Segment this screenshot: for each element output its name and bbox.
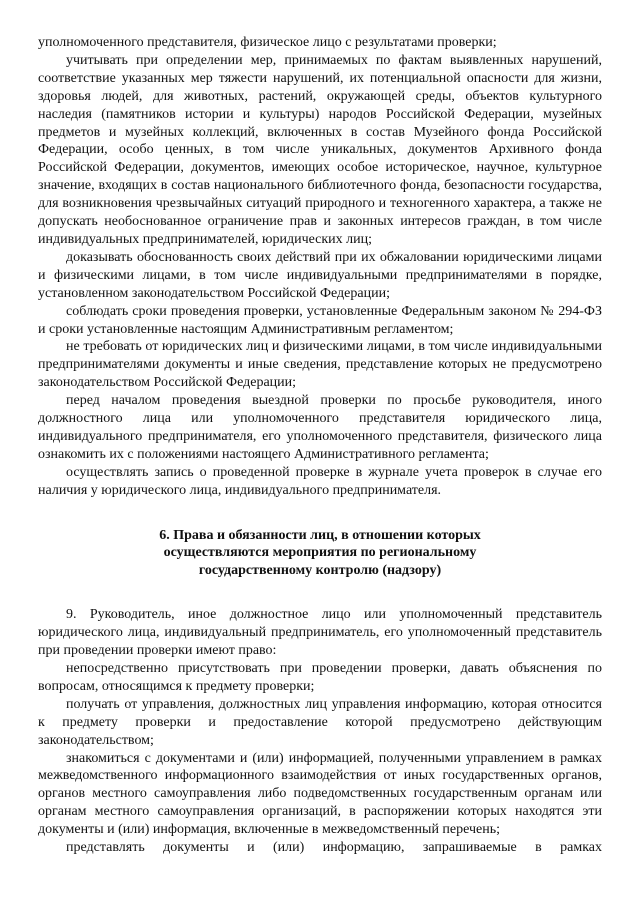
paragraph: перед началом проведения выездной проверки по просьбе руководителя, иного должностного лица или уполномоченного представителя юридического лица, индивидуального предпринимателя, его уполномоченного представителя, физического лица ознакомить их с положениями настоящего Административного регламента; xyxy=(38,393,602,462)
paragraph: осуществлять запись о проведенной проверке в журнале учета проверок в случае его наличия у юридического лица, индивидуального предпринимателя. xyxy=(38,464,602,498)
paragraph: доказывать обоснованность своих действий при их обжаловании юридическими лицами и физическими лицами, в том числе индивидуальными предпринимателями в порядке, установленном законодательством Российской Федерации; xyxy=(38,249,602,301)
section-heading-line: 6. Права и обязанности лиц, в отношении которых xyxy=(159,527,481,543)
section-heading-line: осуществляются мероприятия по региональному xyxy=(163,545,477,561)
section-heading-line: государственному контролю (надзору) xyxy=(198,563,442,579)
paragraph: получать от управления, должностных лиц управления информацию, которая относится к предмету проверки и предоставление которой предусмотрено действующим законодательством; xyxy=(38,696,602,748)
paragraph: соблюдать сроки проведения проверки, установленные Федеральным законом № 294-ФЗ и сроки установленные настоящим Административным регламентом; xyxy=(38,303,602,337)
paragraph: уполномоченного представителя, физическое лицо с результатами проверки; xyxy=(38,35,497,50)
section-heading xyxy=(38,527,602,581)
paragraph: знакомиться с документами и (или) информацией, полученными управлением в рамках межведомственного информационного взаимодействия от иных государственных органов, органов местного самоуправления либо подведомственных государственным органам или органам местного самоуправления организаций, в распоряжении которых находятся эти документы и (или) информация, включенные в межведомственный перечень; xyxy=(38,750,602,838)
paragraph: 9. Руководитель, иное должностное лицо или уполномоченный представитель юридического лица, индивидуальный предприниматель, его уполномоченный представитель при проведении проверки имеют право: xyxy=(38,607,602,659)
document-page xyxy=(38,34,602,857)
paragraph: учитывать при определении мер, принимаемых по фактам выявленных нарушений, соответствие указанных мер тяжести нарушений, их потенциальной опасности для жизни, здоровья людей, для животных, растений, окружающей среды, объектов культурного наследия (памятников истории и культуры) народов Российской Федерации, музейных предметов и музейных коллекций, включенных в состав Музейного фонда Российской Федерации, особо ценных, в том числе уникальных, документов Архивного фонда Российской Федерации, документов, имеющих особое историческое, научное, культурное значение, входящих в состав национального библиотечного фонда, безопасности государства, для возникновения чрезвычайных ситуаций природного и техногенного характера, а также не допускать необоснованное ограничение прав и законных интересов граждан, в том числе индивидуальных предпринимателей, юридических лиц; xyxy=(38,52,602,247)
paragraph: непосредственно присутствовать при проведении проверки, давать объяснения по вопросам, относящимся к предмету проверки; xyxy=(38,661,602,694)
paragraph: не требовать от юридических лиц и физическими лицами, в том числе индивидуальными предпринимателями документы и иные сведения, представление которых не предусмотрено законодательством Российской Федерации; xyxy=(38,339,602,391)
paragraph: представлять документы и (или) информацию, запрашиваемые в рамках xyxy=(66,840,602,856)
